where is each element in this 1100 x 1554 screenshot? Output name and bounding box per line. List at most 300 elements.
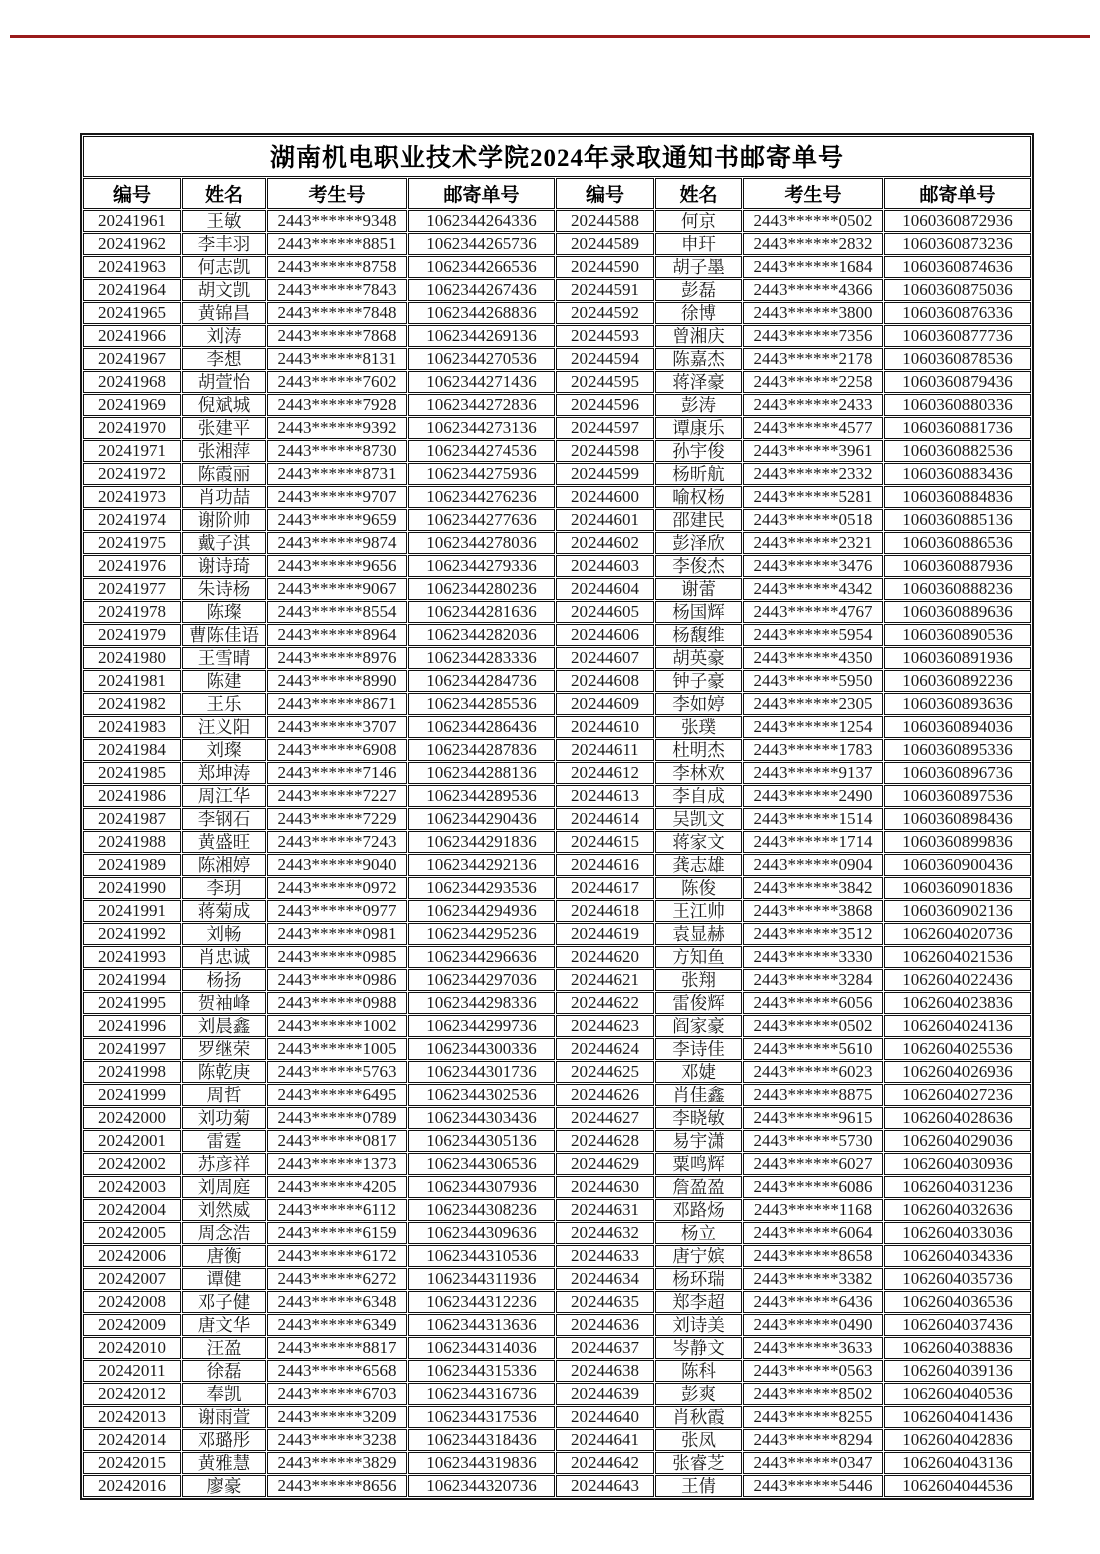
- exam-no-cell: 2443******0985: [267, 946, 407, 968]
- mail-no-cell: 1062344299736: [408, 1015, 555, 1037]
- table-row: [83, 1291, 1031, 1313]
- table-row: [83, 463, 1031, 485]
- serial-cell: 20244612: [556, 762, 654, 784]
- mail-no-cell: 1062604036536: [884, 1291, 1031, 1313]
- name-cell: 李自成: [655, 785, 742, 807]
- mail-no-cell: 1062604044536: [884, 1475, 1031, 1497]
- exam-no-cell: 2443******1254: [743, 716, 883, 738]
- serial-cell: 20244604: [556, 578, 654, 600]
- name-cell: 廖豪: [182, 1475, 266, 1497]
- name-cell: 袁显赫: [655, 923, 742, 945]
- mail-no-cell: 1060360893636: [884, 693, 1031, 715]
- name-cell: 杨国辉: [655, 601, 742, 623]
- table-row: [83, 1383, 1031, 1405]
- header-row: [83, 178, 1031, 209]
- mail-no-cell: 1060360882536: [884, 440, 1031, 462]
- exam-no-cell: 2443******6349: [267, 1314, 407, 1336]
- name-cell: 雷俊辉: [655, 992, 742, 1014]
- mail-no-cell: 1062604039136: [884, 1360, 1031, 1382]
- exam-no-cell: 2443******3382: [743, 1268, 883, 1290]
- exam-no-cell: 2443******2258: [743, 371, 883, 393]
- exam-no-cell: 2443******0986: [267, 969, 407, 991]
- serial-cell: 20241971: [83, 440, 181, 462]
- table-row: [83, 1429, 1031, 1451]
- mail-no-cell: 1062604032636: [884, 1199, 1031, 1221]
- serial-cell: 20244625: [556, 1061, 654, 1083]
- serial-cell: 20241975: [83, 532, 181, 554]
- table-row: [83, 1176, 1031, 1198]
- table-head: [83, 136, 1031, 209]
- name-cell: 李玥: [182, 877, 266, 899]
- name-cell: 彭涛: [655, 394, 742, 416]
- serial-cell: 20241996: [83, 1015, 181, 1037]
- exam-no-cell: 2443******9656: [267, 555, 407, 577]
- name-cell: 李晓敏: [655, 1107, 742, 1129]
- name-cell: 陈嘉杰: [655, 348, 742, 370]
- mail-no-cell: 1062604027236: [884, 1084, 1031, 1106]
- mail-no-cell: 1062344296636: [408, 946, 555, 968]
- mail-no-cell: 1062604025536: [884, 1038, 1031, 1060]
- exam-no-cell: 2443******3633: [743, 1337, 883, 1359]
- exam-no-cell: 2443******8658: [743, 1245, 883, 1267]
- exam-no-cell: 2443******1373: [267, 1153, 407, 1175]
- table-row: [83, 1314, 1031, 1336]
- serial-cell: 20244595: [556, 371, 654, 393]
- exam-no-cell: 2443******0502: [743, 1015, 883, 1037]
- mail-no-cell: 1062604042836: [884, 1429, 1031, 1451]
- serial-cell: 20242015: [83, 1452, 181, 1474]
- table-row: [83, 877, 1031, 899]
- name-cell: 王乐: [182, 693, 266, 715]
- exam-no-cell: 2443******2178: [743, 348, 883, 370]
- mail-no-cell: 1060360885136: [884, 509, 1031, 531]
- table-row: [83, 831, 1031, 853]
- table-row: [83, 808, 1031, 830]
- name-cell: 李林欢: [655, 762, 742, 784]
- name-cell: 蒋家文: [655, 831, 742, 853]
- table-body: [83, 210, 1031, 1497]
- name-cell: 阎家豪: [655, 1015, 742, 1037]
- serial-cell: 20242002: [83, 1153, 181, 1175]
- serial-cell: 20244599: [556, 463, 654, 485]
- serial-cell: 20244611: [556, 739, 654, 761]
- serial-cell: 20241995: [83, 992, 181, 1014]
- name-cell: 谢蕾: [655, 578, 742, 600]
- mail-no-cell: 1062344284736: [408, 670, 555, 692]
- table-row: [83, 210, 1031, 232]
- exam-no-cell: 2443******3842: [743, 877, 883, 899]
- name-cell: 邓璐彤: [182, 1429, 266, 1451]
- exam-no-cell: 2443******9874: [267, 532, 407, 554]
- mail-no-cell: 1060360892236: [884, 670, 1031, 692]
- serial-cell: 20244630: [556, 1176, 654, 1198]
- exam-no-cell: 2443******8294: [743, 1429, 883, 1451]
- mail-no-cell: 1062344267436: [408, 279, 555, 301]
- exam-no-cell: 2443******7356: [743, 325, 883, 347]
- serial-cell: 20241999: [83, 1084, 181, 1106]
- name-cell: 邓婕: [655, 1061, 742, 1083]
- table-row: [83, 1406, 1031, 1428]
- name-cell: 蒋菊成: [182, 900, 266, 922]
- table-row: [83, 509, 1031, 531]
- name-cell: 黄雅慧: [182, 1452, 266, 1474]
- column-header-5: 姓名: [655, 178, 742, 209]
- exam-no-cell: 2443******7227: [267, 785, 407, 807]
- mail-no-cell: 1062344285536: [408, 693, 555, 715]
- mail-no-cell: 1060360900436: [884, 854, 1031, 876]
- mail-no-cell: 1060360898436: [884, 808, 1031, 830]
- name-cell: 陈霞丽: [182, 463, 266, 485]
- serial-cell: 20241980: [83, 647, 181, 669]
- serial-cell: 20241985: [83, 762, 181, 784]
- exam-no-cell: 2443******6056: [743, 992, 883, 1014]
- name-cell: 刘周庭: [182, 1176, 266, 1198]
- exam-no-cell: 2443******9067: [267, 578, 407, 600]
- serial-cell: 20242010: [83, 1337, 181, 1359]
- mail-no-cell: 1060360890536: [884, 624, 1031, 646]
- name-cell: 龚志雄: [655, 854, 742, 876]
- page-title: 湖南机电职业技术学院2024年录取通知书邮寄单号: [83, 136, 1031, 177]
- name-cell: 李想: [182, 348, 266, 370]
- mail-no-cell: 1062604037436: [884, 1314, 1031, 1336]
- exam-no-cell: 2443******2433: [743, 394, 883, 416]
- exam-no-cell: 2443******9707: [267, 486, 407, 508]
- name-cell: 陈湘婷: [182, 854, 266, 876]
- mail-no-cell: 1062344319836: [408, 1452, 555, 1474]
- mail-no-cell: 1062344266536: [408, 256, 555, 278]
- column-header-7: 邮寄单号: [884, 178, 1031, 209]
- table-row: [83, 1061, 1031, 1083]
- exam-no-cell: 2443******6064: [743, 1222, 883, 1244]
- mail-no-cell: 1060360888236: [884, 578, 1031, 600]
- table-row: [83, 854, 1031, 876]
- table-row: [83, 900, 1031, 922]
- exam-no-cell: 2443******0490: [743, 1314, 883, 1336]
- table-row: [83, 693, 1031, 715]
- name-cell: 詹盈盈: [655, 1176, 742, 1198]
- exam-no-cell: 2443******6112: [267, 1199, 407, 1221]
- name-cell: 肖忠诚: [182, 946, 266, 968]
- exam-no-cell: 2443******3800: [743, 302, 883, 324]
- mail-no-cell: 1062344300336: [408, 1038, 555, 1060]
- mail-no-cell: 1062344270536: [408, 348, 555, 370]
- serial-cell: 20242013: [83, 1406, 181, 1428]
- serial-cell: 20241997: [83, 1038, 181, 1060]
- mail-no-cell: 1062344272836: [408, 394, 555, 416]
- mail-no-cell: 1062604029036: [884, 1130, 1031, 1152]
- serial-cell: 20244610: [556, 716, 654, 738]
- mail-no-cell: 1062604035736: [884, 1268, 1031, 1290]
- mail-no-cell: 1062604030936: [884, 1153, 1031, 1175]
- serial-cell: 20244617: [556, 877, 654, 899]
- mail-no-cell: 1060360886536: [884, 532, 1031, 554]
- exam-no-cell: 2443******5950: [743, 670, 883, 692]
- name-cell: 刘璨: [182, 739, 266, 761]
- mail-no-cell: 1060360887936: [884, 555, 1031, 577]
- name-cell: 胡英豪: [655, 647, 742, 669]
- name-cell: 李丰羽: [182, 233, 266, 255]
- table-row: [83, 1084, 1031, 1106]
- name-cell: 谭康乐: [655, 417, 742, 439]
- name-cell: 肖佳鑫: [655, 1084, 742, 1106]
- exam-no-cell: 2443******3829: [267, 1452, 407, 1474]
- mail-no-cell: 1060360896736: [884, 762, 1031, 784]
- mail-no-cell: 1062604038836: [884, 1337, 1031, 1359]
- name-cell: 杨昕航: [655, 463, 742, 485]
- table-row: [83, 1038, 1031, 1060]
- exam-no-cell: 2443******8671: [267, 693, 407, 715]
- table-row: [83, 1222, 1031, 1244]
- exam-no-cell: 2443******3476: [743, 555, 883, 577]
- exam-no-cell: 2443******6023: [743, 1061, 883, 1083]
- exam-no-cell: 2443******2832: [743, 233, 883, 255]
- name-cell: 彭泽欣: [655, 532, 742, 554]
- exam-no-cell: 2443******0981: [267, 923, 407, 945]
- name-cell: 张建平: [182, 417, 266, 439]
- name-cell: 岑静文: [655, 1337, 742, 1359]
- serial-cell: 20244642: [556, 1452, 654, 1474]
- exam-no-cell: 2443******5446: [743, 1475, 883, 1497]
- mail-no-cell: 1060360874636: [884, 256, 1031, 278]
- table-row: [83, 1475, 1031, 1497]
- name-cell: 唐衡: [182, 1245, 266, 1267]
- serial-cell: 20244627: [556, 1107, 654, 1129]
- column-header-4: 编号: [556, 178, 654, 209]
- exam-no-cell: 2443******3284: [743, 969, 883, 991]
- mail-no-cell: 1062344314036: [408, 1337, 555, 1359]
- mail-no-cell: 1062344276236: [408, 486, 555, 508]
- name-cell: 陈乾庚: [182, 1061, 266, 1083]
- serial-cell: 20241983: [83, 716, 181, 738]
- name-cell: 陈建: [182, 670, 266, 692]
- name-cell: 徐磊: [182, 1360, 266, 1382]
- mail-no-cell: 1062344271436: [408, 371, 555, 393]
- serial-cell: 20244606: [556, 624, 654, 646]
- exam-no-cell: 2443******2321: [743, 532, 883, 554]
- serial-cell: 20241973: [83, 486, 181, 508]
- exam-no-cell: 2443******1783: [743, 739, 883, 761]
- name-cell: 何京: [655, 210, 742, 232]
- name-cell: 郑坤涛: [182, 762, 266, 784]
- exam-no-cell: 2443******7868: [267, 325, 407, 347]
- name-cell: 王敏: [182, 210, 266, 232]
- name-cell: 刘然威: [182, 1199, 266, 1221]
- table-row: [83, 233, 1031, 255]
- name-cell: 钟子豪: [655, 670, 742, 692]
- serial-cell: 20242008: [83, 1291, 181, 1313]
- mail-no-cell: 1062344312236: [408, 1291, 555, 1313]
- table-row: [83, 923, 1031, 945]
- exam-no-cell: 2443******6086: [743, 1176, 883, 1198]
- exam-no-cell: 2443******3512: [743, 923, 883, 945]
- mail-no-cell: 1062604040536: [884, 1383, 1031, 1405]
- name-cell: 胡子墨: [655, 256, 742, 278]
- name-cell: 谢诗琦: [182, 555, 266, 577]
- serial-cell: 20244628: [556, 1130, 654, 1152]
- exam-no-cell: 2443******0977: [267, 900, 407, 922]
- table-row: [83, 486, 1031, 508]
- mail-no-cell: 1060360895336: [884, 739, 1031, 761]
- serial-cell: 20244635: [556, 1291, 654, 1313]
- name-cell: 胡萱怡: [182, 371, 266, 393]
- mail-no-cell: 1060360878536: [884, 348, 1031, 370]
- mail-no-cell: 1060360894036: [884, 716, 1031, 738]
- exam-no-cell: 2443******8255: [743, 1406, 883, 1428]
- serial-cell: 20244593: [556, 325, 654, 347]
- name-cell: 邓子健: [182, 1291, 266, 1313]
- name-cell: 唐宁嫔: [655, 1245, 742, 1267]
- exam-no-cell: 2443******4350: [743, 647, 883, 669]
- name-cell: 刘功菊: [182, 1107, 266, 1129]
- name-cell: 陈俊: [655, 877, 742, 899]
- column-header-2: 考生号: [267, 178, 407, 209]
- name-cell: 徐博: [655, 302, 742, 324]
- serial-cell: 20241961: [83, 210, 181, 232]
- serial-cell: 20244638: [556, 1360, 654, 1382]
- mail-no-cell: 1062344310536: [408, 1245, 555, 1267]
- mail-no-cell: 1062344303436: [408, 1107, 555, 1129]
- serial-cell: 20241986: [83, 785, 181, 807]
- exam-no-cell: 2443******8502: [743, 1383, 883, 1405]
- serial-cell: 20241993: [83, 946, 181, 968]
- serial-cell: 20242003: [83, 1176, 181, 1198]
- exam-no-cell: 2443******0817: [267, 1130, 407, 1152]
- exam-no-cell: 2443******6272: [267, 1268, 407, 1290]
- column-header-0: 编号: [83, 178, 181, 209]
- name-cell: 贺袖峰: [182, 992, 266, 1014]
- exam-no-cell: 2443******2332: [743, 463, 883, 485]
- exam-no-cell: 2443******6172: [267, 1245, 407, 1267]
- serial-cell: 20241970: [83, 417, 181, 439]
- mail-no-cell: 1062344274536: [408, 440, 555, 462]
- name-cell: 黄盛旺: [182, 831, 266, 853]
- name-cell: 张凤: [655, 1429, 742, 1451]
- table-row: [83, 624, 1031, 646]
- serial-cell: 20244623: [556, 1015, 654, 1037]
- table-row: [83, 578, 1031, 600]
- exam-no-cell: 2443******5954: [743, 624, 883, 646]
- name-cell: 杨馥维: [655, 624, 742, 646]
- exam-no-cell: 2443******8817: [267, 1337, 407, 1359]
- mail-no-cell: 1062344291836: [408, 831, 555, 853]
- serial-cell: 20244643: [556, 1475, 654, 1497]
- serial-cell: 20241991: [83, 900, 181, 922]
- mail-no-cell: 1062344311936: [408, 1268, 555, 1290]
- exam-no-cell: 2443******0988: [267, 992, 407, 1014]
- serial-cell: 20244640: [556, 1406, 654, 1428]
- table-row: [83, 256, 1031, 278]
- exam-no-cell: 2443******0563: [743, 1360, 883, 1382]
- mail-no-cell: 1062344308236: [408, 1199, 555, 1221]
- mail-no-cell: 1062344316736: [408, 1383, 555, 1405]
- name-cell: 谢阶帅: [182, 509, 266, 531]
- table-row: [83, 348, 1031, 370]
- mail-no-cell: 1060360897536: [884, 785, 1031, 807]
- table-row: [83, 1360, 1031, 1382]
- name-cell: 周江华: [182, 785, 266, 807]
- mail-no-cell: 1060360901836: [884, 877, 1031, 899]
- mail-no-cell: 1062344317536: [408, 1406, 555, 1428]
- name-cell: 胡文凯: [182, 279, 266, 301]
- serial-cell: 20242007: [83, 1268, 181, 1290]
- exam-no-cell: 2443******8851: [267, 233, 407, 255]
- exam-no-cell: 2443******9392: [267, 417, 407, 439]
- exam-no-cell: 2443******6908: [267, 739, 407, 761]
- table-row: [83, 670, 1031, 692]
- serial-cell: 20241987: [83, 808, 181, 830]
- serial-cell: 20244636: [556, 1314, 654, 1336]
- exam-no-cell: 2443******5763: [267, 1061, 407, 1083]
- mail-no-cell: 1060360902136: [884, 900, 1031, 922]
- serial-cell: 20244590: [556, 256, 654, 278]
- serial-cell: 20241989: [83, 854, 181, 876]
- mail-no-cell: 1062604028636: [884, 1107, 1031, 1129]
- mail-no-cell: 1062344282036: [408, 624, 555, 646]
- exam-no-cell: 2443******1002: [267, 1015, 407, 1037]
- serial-cell: 20241977: [83, 578, 181, 600]
- serial-cell: 20244618: [556, 900, 654, 922]
- exam-no-cell: 2443******8730: [267, 440, 407, 462]
- serial-cell: 20241990: [83, 877, 181, 899]
- mail-no-cell: 1060360872936: [884, 210, 1031, 232]
- mail-no-cell: 1062344293536: [408, 877, 555, 899]
- exam-no-cell: 2443******7243: [267, 831, 407, 853]
- name-cell: 粟鸣辉: [655, 1153, 742, 1175]
- name-cell: 刘晨鑫: [182, 1015, 266, 1037]
- serial-cell: 20241992: [83, 923, 181, 945]
- serial-cell: 20244620: [556, 946, 654, 968]
- serial-cell: 20244637: [556, 1337, 654, 1359]
- mail-no-cell: 1062344298336: [408, 992, 555, 1014]
- serial-cell: 20244641: [556, 1429, 654, 1451]
- exam-no-cell: 2443******7602: [267, 371, 407, 393]
- name-cell: 张睿芝: [655, 1452, 742, 1474]
- exam-no-cell: 2443******8554: [267, 601, 407, 623]
- name-cell: 黄锦昌: [182, 302, 266, 324]
- table-row: [83, 601, 1031, 623]
- mail-no-cell: 1060360881736: [884, 417, 1031, 439]
- mail-no-cell: 1062344320736: [408, 1475, 555, 1497]
- table-row: [83, 1130, 1031, 1152]
- exam-no-cell: 2443******1684: [743, 256, 883, 278]
- exam-no-cell: 2443******6436: [743, 1291, 883, 1313]
- name-cell: 张璞: [655, 716, 742, 738]
- serial-cell: 20244632: [556, 1222, 654, 1244]
- table-row: [83, 762, 1031, 784]
- mail-no-cell: 1062344301736: [408, 1061, 555, 1083]
- exam-no-cell: 2443******2305: [743, 693, 883, 715]
- serial-cell: 20241963: [83, 256, 181, 278]
- column-header-3: 邮寄单号: [408, 178, 555, 209]
- mail-no-cell: 1062344295236: [408, 923, 555, 945]
- exam-no-cell: 2443******7848: [267, 302, 407, 324]
- exam-no-cell: 2443******5281: [743, 486, 883, 508]
- name-cell: 邓路炀: [655, 1199, 742, 1221]
- name-cell: 周哲: [182, 1084, 266, 1106]
- top-red-rule: [10, 35, 1090, 38]
- mail-no-cell: 1062344279336: [408, 555, 555, 577]
- serial-cell: 20244622: [556, 992, 654, 1014]
- serial-cell: 20241988: [83, 831, 181, 853]
- exam-no-cell: 2443******4342: [743, 578, 883, 600]
- exam-no-cell: 2443******9040: [267, 854, 407, 876]
- serial-cell: 20244615: [556, 831, 654, 853]
- mail-no-cell: 1062344288136: [408, 762, 555, 784]
- serial-cell: 20241969: [83, 394, 181, 416]
- name-cell: 谭健: [182, 1268, 266, 1290]
- name-cell: 戴子淇: [182, 532, 266, 554]
- name-cell: 孙宇俊: [655, 440, 742, 462]
